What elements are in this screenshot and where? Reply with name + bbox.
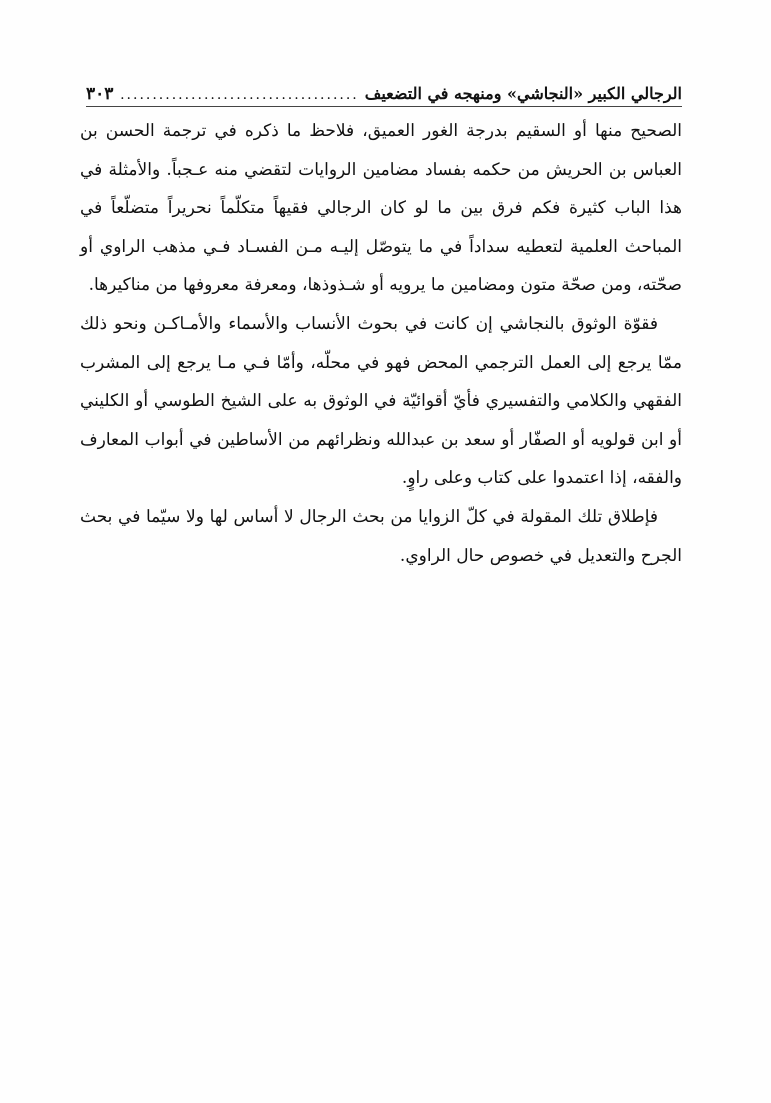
header-dot-leader [119,86,358,104]
running-header-title: الرجالي الكبير «النجاشي» ومنهجه في التضعيف [364,84,682,103]
header-divider [86,106,682,107]
running-header [86,76,682,104]
page-number: ٣٠٣ [86,84,114,104]
paragraph-1: الصحيح منها أو السقيم بدرجة الغور العميق، فلاحظ ما ذكره في ترجمة الحسن بن العباس بن الحريش من حكمه بفساد مضامين الروايات لتقضي منه عـجباً. والأمثلة في هذا الباب كثيرة فكم فرق بين ما لو كان الرجالي فقيهاً متكلّماً نحريراً متضلّعاً في المباحث العلمية لتعطيه سداداً في ما يتوصّل إليـه مـن الفسـاد فـي مذهب الراوي أو صحّته، ومن صحّة متون ومضامين ما يرويه أو شـذوذها، ومعرفة معروفها من مناكيرها. [80,121,682,296]
paragraph-3: فإطلاق تلك المقولة في كلّ الزوايا من بحث الرجال لا أساس لها ولا سيّما في بحث الجرح والتعديل في خصوص حال الراوي. [80,506,682,566]
paragraph-2: فقوّة الوثوق بالنجاشي إن كانت في بحوث الأنساب والأسماء والأمـاكـن ونحو ذلك ممّا يرجع إلى العمل الترجمي المحض فهو في محلّه، وأمّا فـي مـا يرجع إلى المشرب الفقهي والكلامي والتفسيري فأيّ أقوائيّة في الوثوق به على الشيخ الطوسي أو الكليني أو ابن قولويه أو الصفّار أو سعد بن عبدالله ونظرائهم من الأساطين في أبواب المعارف والفقه، إذا اعتمدوا على كتاب وعلى راوٍ. [80,313,682,489]
body-text [80,112,682,575]
